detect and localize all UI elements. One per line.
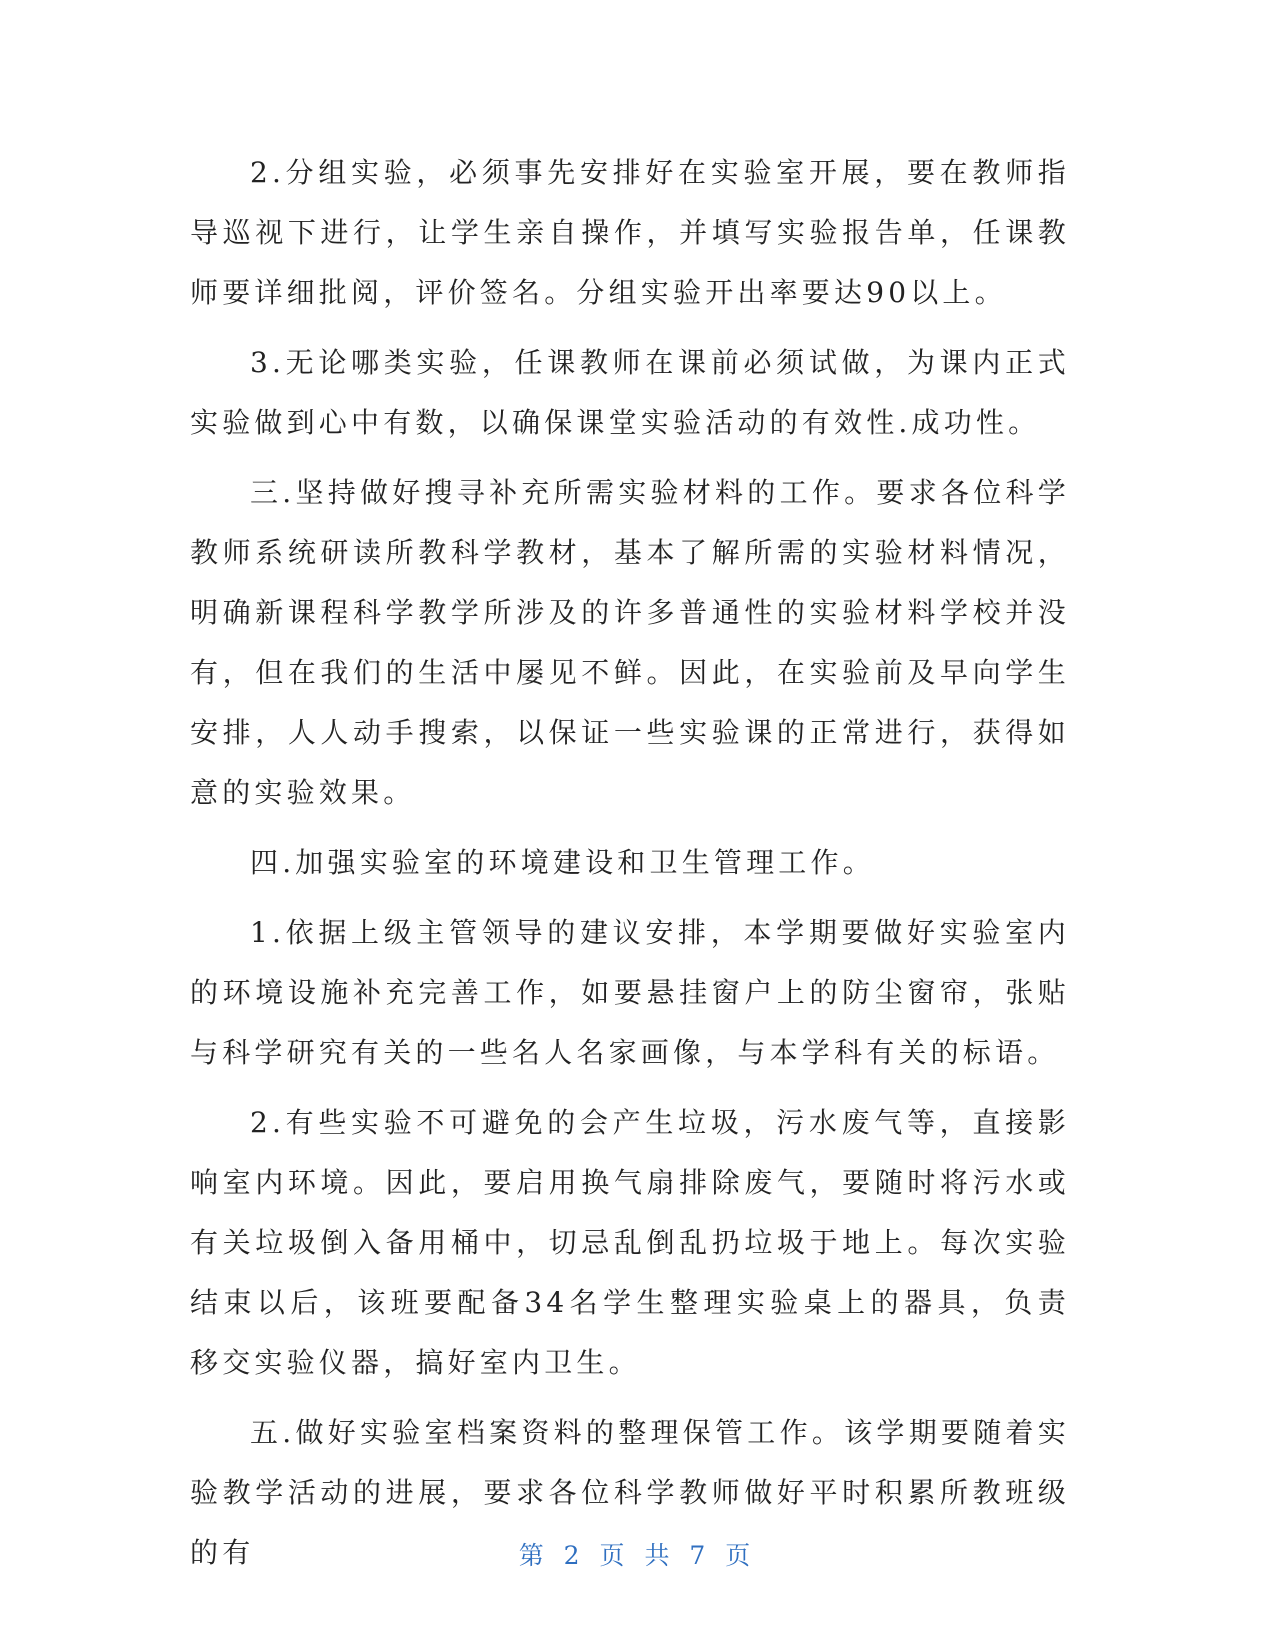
paragraph: 3.无论哪类实验，任课教师在课前必须试做，为课内正式实验做到心中有数，以确保课堂实验活动的有效性.成功性。 — [190, 346, 1070, 439]
paragraph: 2.有些实验不可避免的会产生垃圾，污水废气等，直接影响室内环境。因此，要启用换气扇排除废气，要随时将污水或有关垃圾倒入备用桶中，切忌乱倒乱扔垃圾于地上。每次实验结束以后，该班要配备34名学生整理实验桌上的器具，负责移交实验仪器，搞好室内卫生。 — [190, 1106, 1070, 1379]
paragraph: 三.坚持做好搜寻补充所需实验材料的工作。要求各位科学教师系统研读所教科学教材，基本了解所需的实验材料情况，明确新课程科学教学所涉及的许多普通性的实验材料学校并没有，但在我们的生活中屡见不鲜。因此，在实验前及早向学生安排，人人动手搜索，以保证一些实验课的正常进行，获得如意的实验效果。 — [190, 476, 1070, 809]
paragraph: 五.做好实验室档案资料的整理保管工作。该学期要随着实验教学活动的进展，要求各位科学教师做好平时积累所教班级的有 — [190, 1416, 1070, 1569]
paragraph: 1.依据上级主管领导的建议安排，本学期要做好实验室内的环境设施补充完善工作，如要悬挂窗户上的防尘窗帘，张贴与科学研究有关的一些名人名家画像，与本学科有关的标语。 — [190, 916, 1070, 1069]
paragraph: 四.加强实验室的环境建设和卫生管理工作。 — [250, 846, 875, 879]
paragraph: 2.分组实验，必须事先安排好在实验室开展，要在教师指导巡视下进行，让学生亲自操作，并填写实验报告单，任课教师要详细批阅，评价签名。分组实验开出率要达90以上。 — [190, 156, 1070, 309]
page-number-footer: 第 2 页 共 7 页 — [518, 1541, 757, 1570]
document-body — [190, 143, 1070, 1593]
